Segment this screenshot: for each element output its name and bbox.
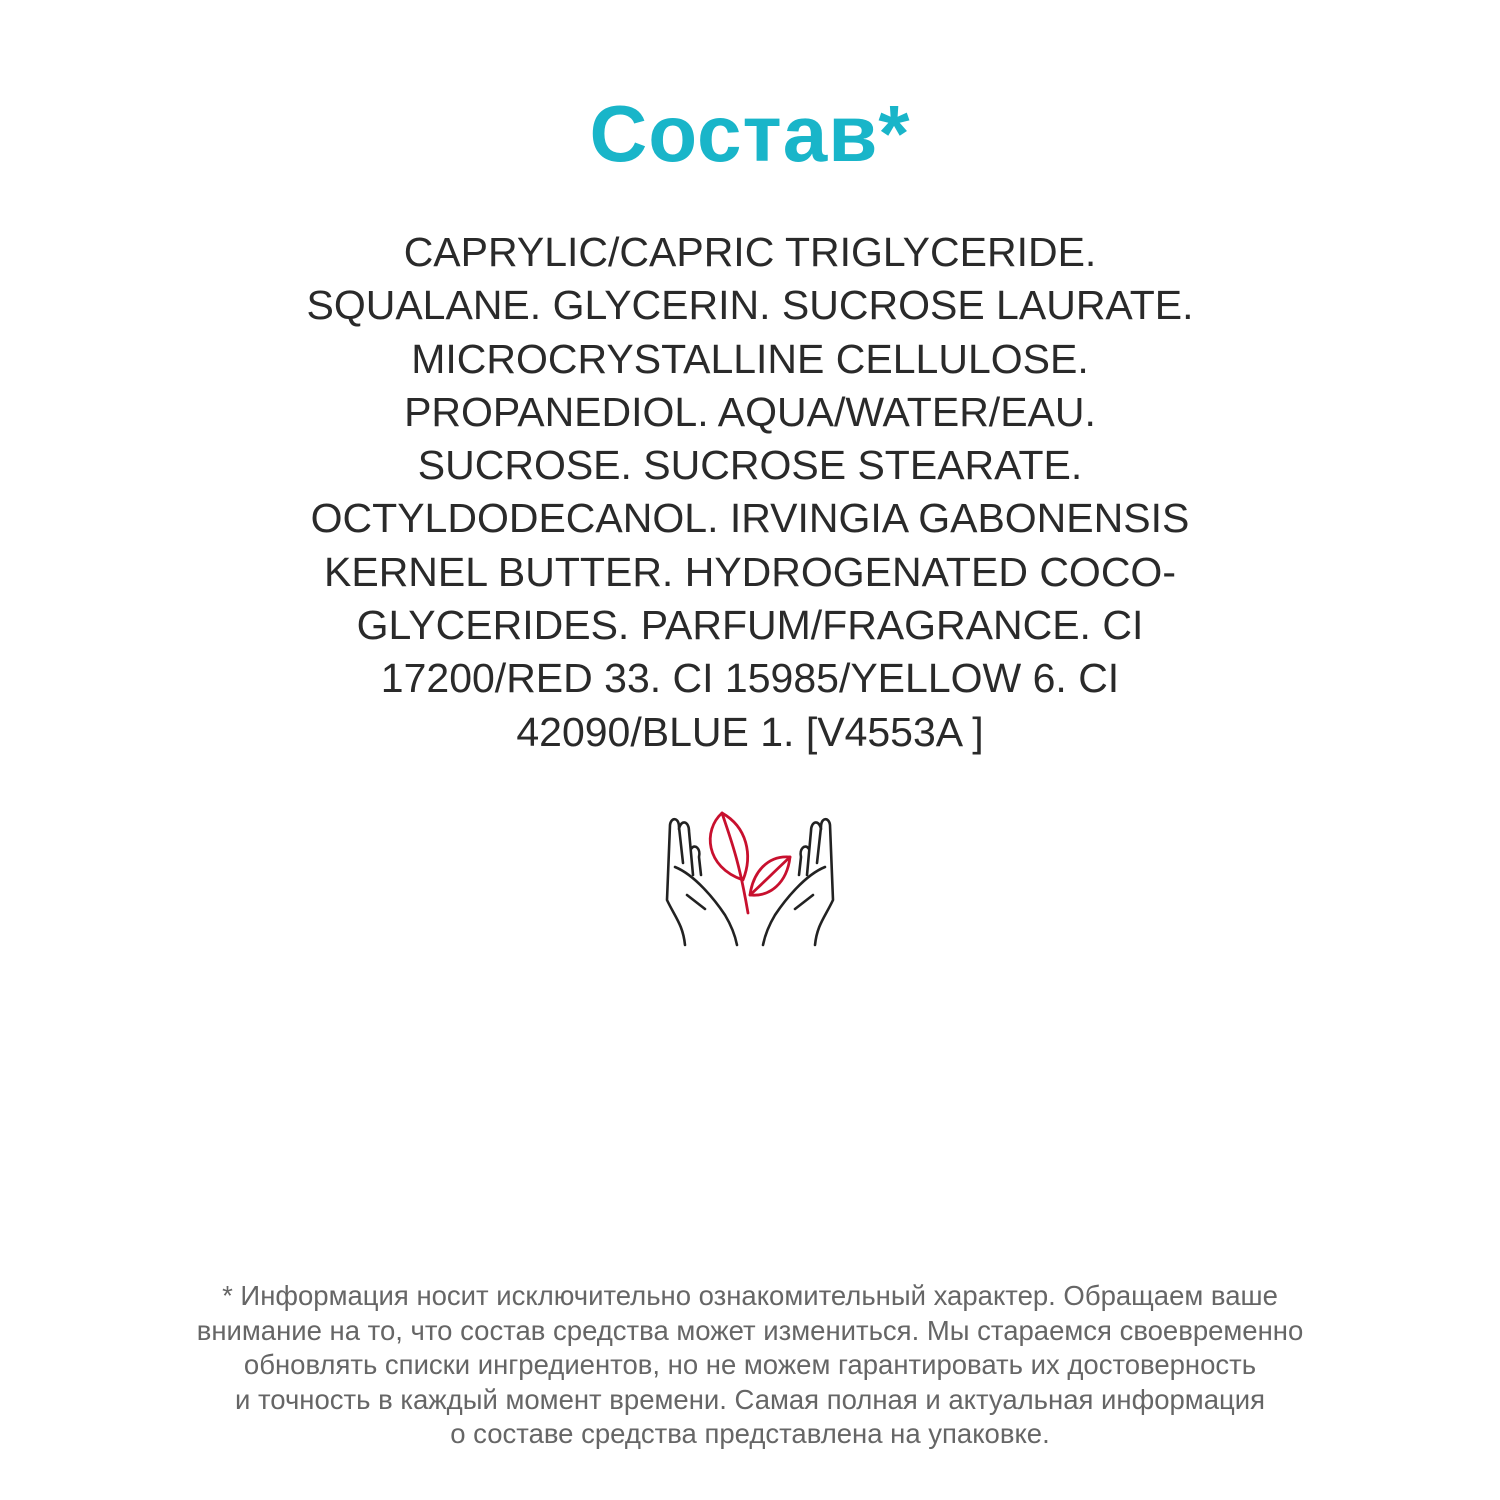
footnote-line: обновлять списки ингредиентов, но не можем гарантировать их достоверность — [243, 1349, 1257, 1380]
ingredients-line: PROPANEDIOL. AQUA/WATER/EAU. — [404, 388, 1096, 435]
ingredients-line: SUCROSE. SUCROSE STEARATE. — [417, 442, 1083, 489]
ingredients-line: SQUALANE. GLYCERIN. SUCROSE LAURATE. — [306, 282, 1194, 329]
footnote-line: о составе средства представлена на упаковке. — [450, 1418, 1050, 1449]
ingredients-line: 42090/BLUE 1. [V4553A ] — [516, 708, 984, 755]
ingredients-line: MICROCRYSTALLINE CELLULOSE. — [411, 335, 1089, 382]
footnote-line: и точность в каждый момент времени. Самая полная и актуальная информация — [234, 1383, 1265, 1415]
footnote-line: * Информация носит исключительно ознакомительный характер. Обращаем ваше — [222, 1280, 1278, 1311]
ingredients-line: OCTYLDODECANOL. IRVINGIA GABONENSIS — [310, 495, 1190, 542]
ingredients-line: CAPRYLIC/CAPRIC TRIGLYCERIDE. — [403, 229, 1097, 275]
ingredients-line: KERNEL BUTTER. HYDROGENATED COCO- — [324, 548, 1176, 595]
ingredients-list — [0, 226, 1500, 759]
page-title: Состав* — [589, 89, 911, 178]
footnote-line: внимание на то, что состав средства может измениться. Мы стараемся своевременно — [196, 1314, 1304, 1346]
hands-holding-sprout-icon — [665, 805, 835, 950]
ingredients-line: GLYCERIDES. PARFUM/FRAGRANCE. CI — [356, 602, 1144, 649]
disclaimer-footnote — [0, 1279, 1500, 1452]
ingredients-line: 17200/RED 33. CI 15985/YELLOW 6. CI — [380, 655, 1120, 702]
